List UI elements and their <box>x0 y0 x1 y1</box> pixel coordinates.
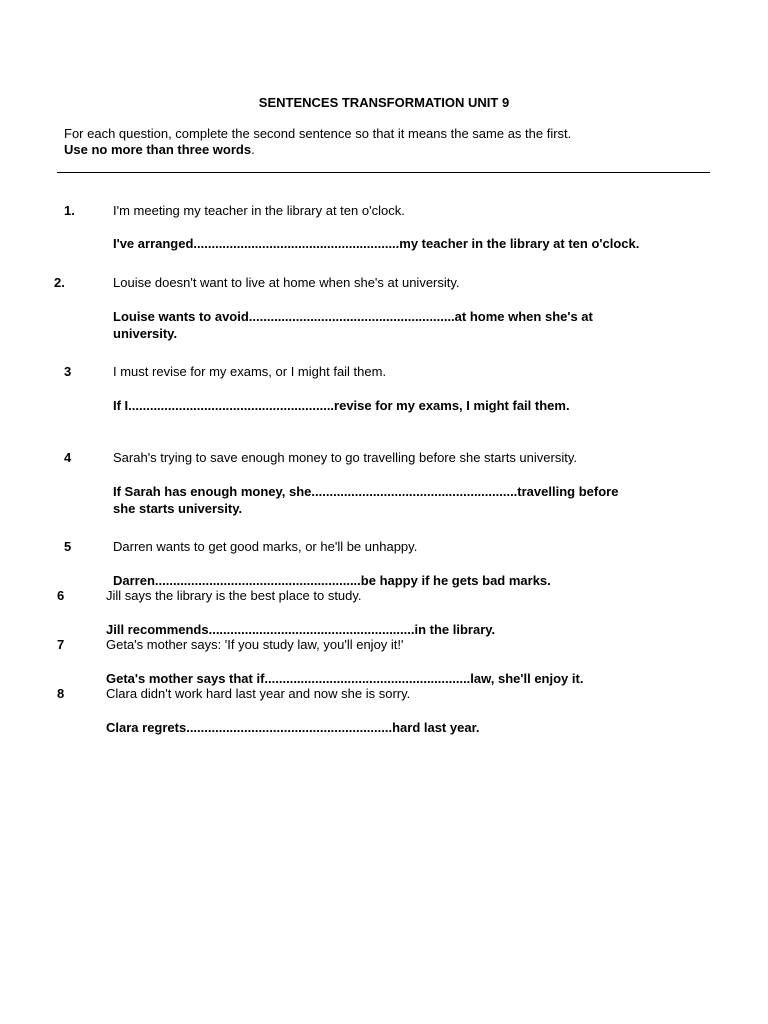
question-sentence: Geta's mother says: 'If you study law, you'll enjoy it!' <box>106 637 404 652</box>
answer-line: If Sarah has enough money, she.........................................................travelling before <box>113 484 619 499</box>
question-number: 1. <box>64 203 75 218</box>
question-sentence: Sarah's trying to save enough money to go travelling before she starts university. <box>113 450 577 465</box>
question-sentence: Jill says the library is the best place to study. <box>106 588 362 603</box>
question-sentence: I'm meeting my teacher in the library at ten o'clock. <box>113 203 405 218</box>
divider-line <box>57 172 710 173</box>
question-number: 5 <box>64 539 72 554</box>
page-title: SENTENCES TRANSFORMATION UNIT 9 <box>258 95 510 110</box>
answer-line: Clara regrets.........................................................hard last year. <box>106 720 480 735</box>
question-number: 8 <box>57 686 65 701</box>
question-number: 6 <box>57 588 65 603</box>
answer-line-continued: university. <box>113 326 178 341</box>
question-sentence: I must revise for my exams, or I might fail them. <box>113 364 387 379</box>
answer-line: If I.........................................................revise for my exams, I might fail them. <box>113 398 570 413</box>
question-number: 3 <box>64 364 72 379</box>
answer-line-continued: she starts university. <box>113 501 243 516</box>
answer-line: Louise wants to avoid.........................................................at home when she's at <box>113 309 593 324</box>
instructions-bold: Use no more than three words <box>64 142 252 157</box>
question-sentence: Clara didn't work hard last year and now she is sorry. <box>106 686 411 701</box>
answer-line: Jill recommends.........................................................in the library. <box>106 622 496 637</box>
answer-line: Darren.........................................................be happy if he gets bad marks. <box>113 573 551 588</box>
answer-line: Geta's mother says that if.........................................................law, she'll enjoy it. <box>106 671 584 686</box>
question-number: 7 <box>57 637 65 652</box>
instructions-tail: . <box>251 142 255 157</box>
answer-line: I've arranged.........................................................my teacher in the library at ten o'clock. <box>113 236 640 251</box>
question-number: 2. <box>54 275 65 290</box>
instructions-line-1: For each question, complete the second sentence so that it means the same as the first. <box>64 126 572 141</box>
question-number: 4 <box>64 450 72 465</box>
question-sentence: Darren wants to get good marks, or he'll be unhappy. <box>113 539 418 554</box>
instructions-line-2 <box>64 142 571 158</box>
instructions <box>64 126 571 158</box>
question-sentence: Louise doesn't want to live at home when she's at university. <box>113 275 460 290</box>
